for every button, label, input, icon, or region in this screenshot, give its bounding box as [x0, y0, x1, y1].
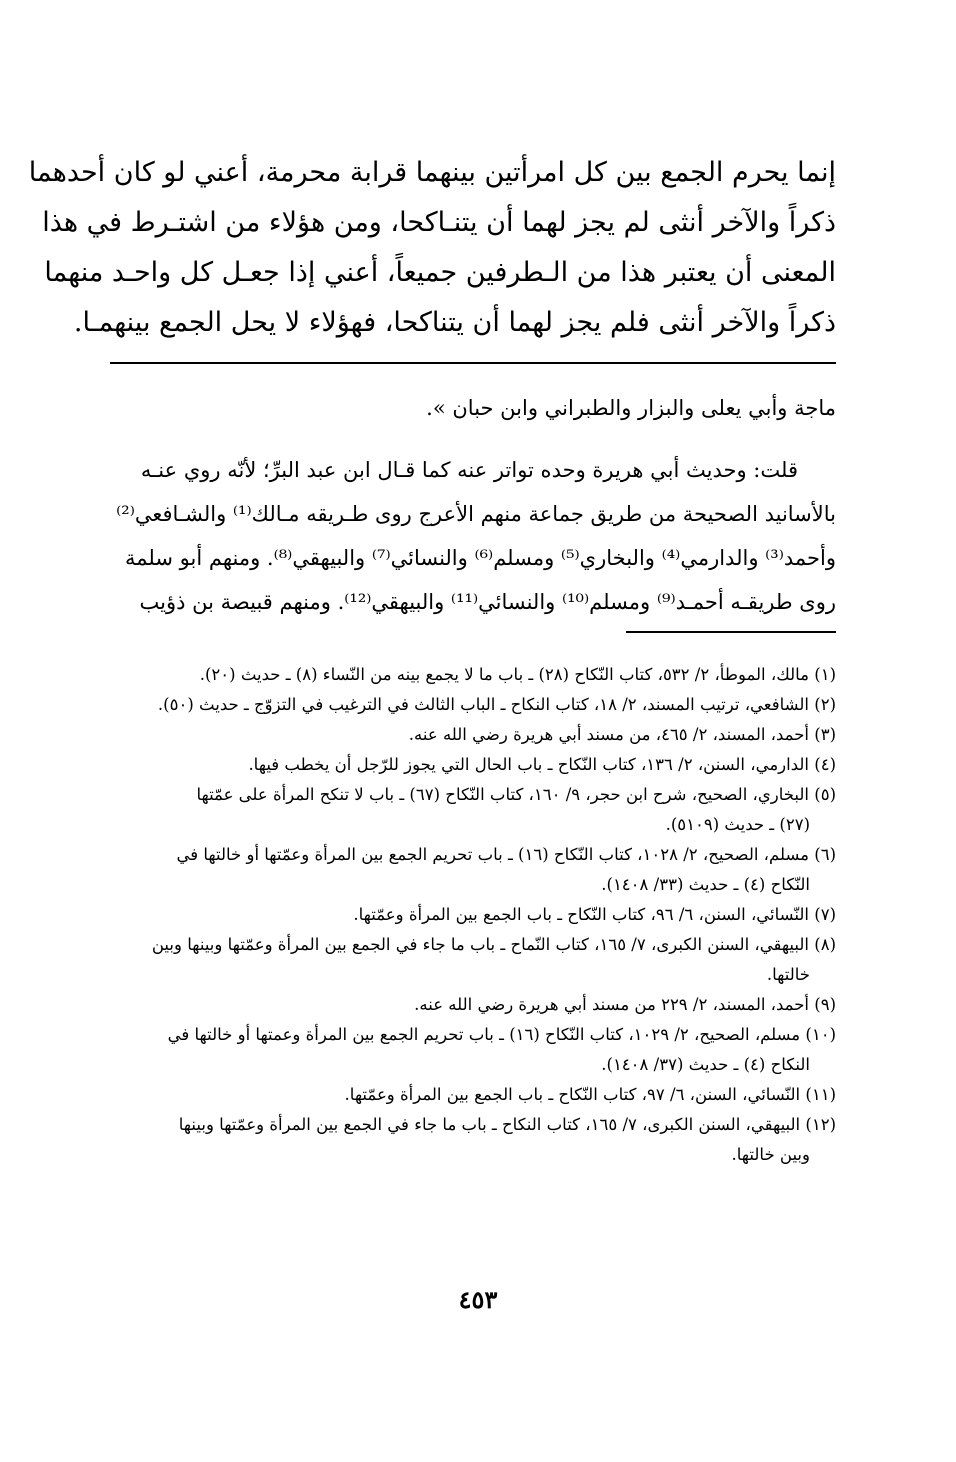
commentary-paragraph	[110, 448, 836, 624]
commentary-line: بالأسانيد الصحيحة من طريق جماعة منهم الأعرج روى طـريقه مـالك⁽¹⁾ والشـافعي⁽²⁾	[116, 502, 836, 526]
footnote-5: (٥) البخاري، الصحيح، شرح ابن حجر، ٩/ ١٦٠، كتاب النّكاح (٦٧) ـ باب لا تنكح المرأة على عمّتها	[196, 785, 836, 804]
commentary-line: قلت: وحديث أبي هريرة وحده تواتر عنه كما قـال ابن عبد البرِّ؛ لأنّه روي عنـه	[140, 458, 798, 482]
footnote-2: (٢) الشافعي، ترتيب المسند، ٢/ ١٨، كتاب النكاح ـ الباب الثالث في الترغيب في التزوّج ـ حديث (٥٠).	[157, 695, 836, 714]
footnote-8-continuation: خالتها.	[766, 965, 810, 984]
footnote-4: (٤) الدارمي، السنن، ٢/ ١٣٦، كتاب النّكاح ـ باب الحال التي يجوز للرّجل أن يخطب فيها.	[248, 755, 836, 774]
footnote-10-continuation: النكاح (٤) ـ حديث (٣٧/ ١٤٠٨).	[601, 1055, 810, 1074]
commentary-line: وأحمد⁽³⁾ والدارمي⁽⁴⁾ والبخاري⁽⁵⁾ ومسلم⁽⁶⁾ والنسائي⁽⁷⁾ والبيهقي⁽⁸⁾. ومنهم أبو سلمة	[125, 546, 836, 570]
page-number: ٤٥٣	[458, 1285, 498, 1314]
commentary-line: روى طريقـه أحمـد⁽⁹⁾ ومسلم⁽¹⁰⁾ والنسائي⁽¹¹⁾ والبيهقي⁽¹²⁾. ومنهم قبيصة بن ذؤيب	[139, 590, 836, 614]
footnote-8: (٨) البيهقي، السنن الكبرى، ٧/ ١٦٥، كتاب النّماح ـ باب ما جاء في الجمع بين المرأة وعمّتها وبينها وبين	[151, 935, 836, 954]
footnote-9: (٩) أحمد، المسند، ٢/ ٢٢٩ من مسند أبي هريرة رضي الله عنه.	[414, 995, 836, 1014]
main-text	[28, 148, 836, 348]
footnote-1: (١) مالك، الموطأ، ٢/ ٥٣٢، كتاب النّكاح (٢٨) ـ باب ما لا يجمع بينه من النّساء (٨) ـ حديث (٢٠).	[199, 665, 836, 684]
footnote-6-continuation: النّكاح (٤) ـ حديث (٣٣/ ١٤٠٨).	[601, 875, 810, 894]
footnote-6: (٦) مسلم، الصحيح، ٢/ ١٠٢٨، كتاب النّكاح (١٦) ـ باب تحريم الجمع بين المرأة وعمّتها أو خالتها في	[176, 845, 836, 864]
footnote-10: (١٠) مسلم، الصحيح، ٢/ ١٠٢٩، كتاب النّكاح (١٦) ـ باب تحريم الجمع بين المرأة وعمتها أو خالتها في	[167, 1025, 836, 1044]
footnote-12-continuation: وبين خالتها.	[731, 1145, 810, 1164]
footnotes-divider	[626, 631, 836, 633]
footnote-3: (٣) أحمد، المسند، ٢/ ٤٦٥، من مسند أبي هريرة رضي الله عنه.	[408, 725, 836, 744]
footnote-11: (١١) النّسائي، السنن، ٦/ ٩٧، كتاب النّكاح ـ باب الجمع بين المرأة وعمّتها.	[344, 1085, 836, 1104]
commentary-continuation: ماجة وأبي يعلى والبزار والطبراني وابن حبان ».	[426, 396, 836, 420]
footnotes	[110, 660, 836, 1170]
main-text-line: ذكراً والآخر أنثى فلم يجز لهما أن يتناكحا، فهؤلاء لا يحل الجمع بينهمـا.	[73, 307, 836, 338]
footnote-12: (١٢) البيهقي، السنن الكبرى، ٧/ ١٦٥، كتاب النكاح ـ باب ما جاء في الجمع بين المرأة وعمّتها وبينها	[178, 1115, 836, 1134]
main-text-divider	[110, 362, 836, 364]
main-text-line: ذكراً والآخر أنثى لم يجز لهما أن يتنـاكحا، ومن هؤلاء من اشتـرط في هذا	[42, 207, 836, 238]
main-text-line: المعنى أن يعتبر هذا من الـطرفين جميعاً، أعني إذا جعـل كل واحـد منهما	[44, 257, 836, 288]
footnote-5-continuation: (٢٧) ـ حديث (٥١٠٩).	[665, 815, 810, 834]
footnote-7: (٧) النّسائي، السنن، ٦/ ٩٦، كتاب النّكاح ـ باب الجمع بين المرأة وعمّتها.	[353, 905, 836, 924]
main-text-line: إنما يحرم الجمع بين كل امرأتين بينهما قرابة محرمة، أعني لو كان أحدهما	[28, 157, 836, 188]
